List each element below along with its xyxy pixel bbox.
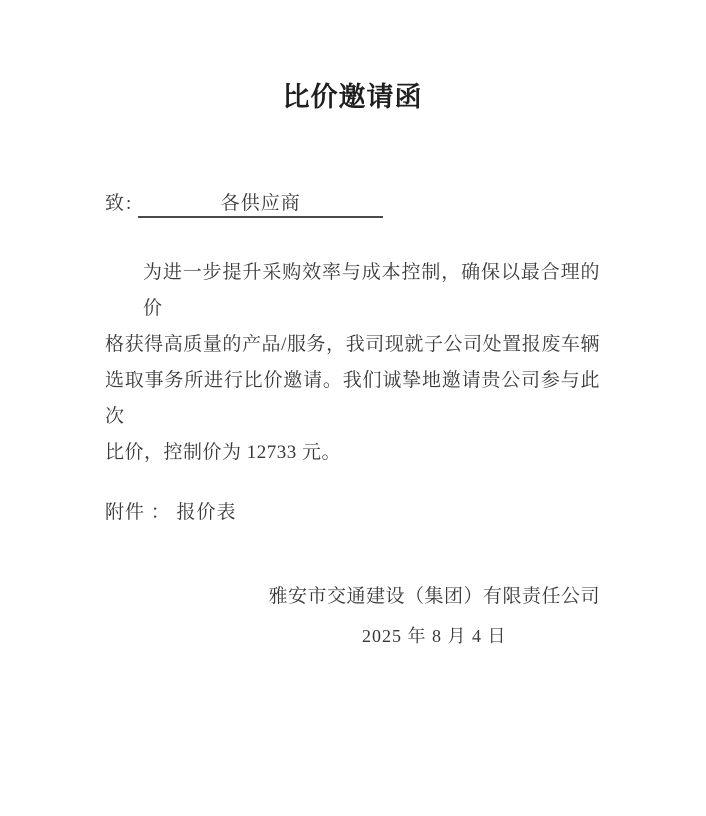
body-line-1: 为进一步提升采购效率与成本控制，确保以最合理的价 [143,262,600,319]
salutation-recipient-blank: 各供应商 [138,192,383,218]
salutation-line [105,192,600,218]
attachment-line: 附件 ： 报价表 [105,502,237,523]
page-title: 比价邀请函 [282,82,423,112]
body-paragraph [105,255,600,471]
company-name: 雅安市交通建设（集团）有限责任公司 [268,586,600,607]
body-line-4: 比价，控制价为 12733 元。 [105,442,342,463]
salutation-label: 致: [105,193,134,214]
body-line-3: 选取事务所进行比价邀请。我们诚挚地邀请贵公司参与此次 [105,370,600,427]
signature-block [268,584,600,649]
date-line: 2025 年 8 月 4 日 [361,626,507,646]
body-line-2: 格获得高质量的产品/服务，我司现就子公司处置报废车辆 [105,334,600,355]
